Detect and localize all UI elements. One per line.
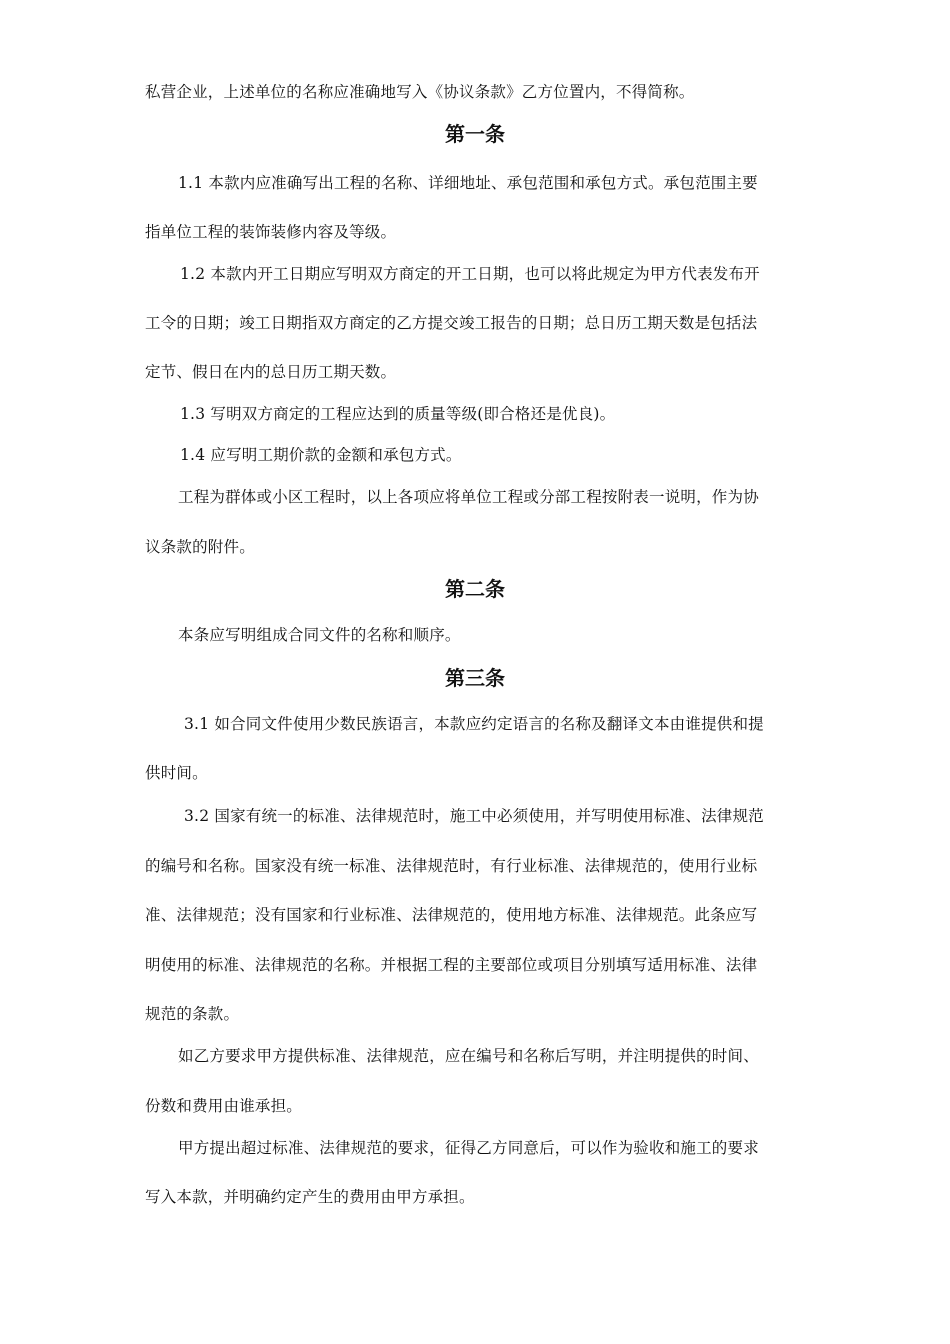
- clause-1-4: 1.4 应写明工期价款的金额和承包方式。: [180, 446, 462, 464]
- clause-3-2-line-5: 规范的条款。: [145, 1005, 240, 1023]
- paragraph-group-line-1: 工程为群体或小区工程时，以上各项应将单位工程或分部工程按附表一说明，作为协: [178, 488, 759, 506]
- clause-3-2-line-4: 明使用的标准、法律规范的名称。并根据工程的主要部位或项目分别填写适用标准、法律: [145, 956, 758, 974]
- article-1-heading: 第一条: [445, 122, 505, 146]
- clause-3-1-line-1: 3.1 如合同文件使用少数民族语言，本款应约定语言的名称及翻译文本由谁提供和提: [184, 715, 764, 733]
- clause-1-2-line-2: 工令的日期；竣工日期指双方商定的乙方提交竣工报告的日期；总日历工期天数是包括法: [145, 314, 758, 332]
- clause-3-2-line-1: 3.2 国家有统一的标准、法律规范时，施工中必须使用，并写明使用标准、法律规范: [184, 807, 764, 825]
- paragraph-b-line-2: 份数和费用由谁承担。: [145, 1097, 303, 1115]
- article-2-paragraph: 本条应写明组成合同文件的名称和顺序。: [178, 626, 461, 644]
- clause-1-3: 1.3 写明双方商定的工程应达到的质量等级(即合格还是优良)。: [180, 405, 616, 423]
- paragraph-c-line-1: 甲方提出超过标准、法律规范的要求，征得乙方同意后，可以作为验收和施工的要求: [178, 1139, 759, 1157]
- paragraph-b-line-1: 如乙方要求甲方提供标准、法律规范，应在编号和名称后写明，并注明提供的时间、: [178, 1047, 759, 1065]
- article-3-heading: 第三条: [445, 666, 505, 690]
- clause-1-1-line-2: 指单位工程的装饰装修内容及等级。: [145, 223, 397, 241]
- clause-3-1-line-2: 供时间。: [145, 764, 208, 782]
- clause-3-2-line-3: 准、法律规范；没有国家和行业标准、法律规范的，使用地方标准、法律规范。此条应写: [145, 906, 758, 924]
- paragraph-group-line-2: 议条款的附件。: [145, 538, 255, 556]
- intro-line: 私营企业，上述单位的名称应准确地写入《协议条款》乙方位置内，不得简称。: [145, 83, 695, 101]
- clause-3-2-line-2: 的编号和名称。国家没有统一标准、法律规范时，有行业标准、法律规范的，使用行业标: [145, 857, 758, 875]
- article-2-heading: 第二条: [445, 577, 505, 601]
- clause-1-2-line-3: 定节、假日在内的总日历工期天数。: [145, 363, 397, 381]
- clause-1-1-line-1: 1.1 本款内应准确写出工程的名称、详细地址、承包范围和承包方式。承包范围主要: [178, 174, 758, 192]
- clause-1-2-line-1: 1.2 本款内开工日期应写明双方商定的开工日期，也可以将此规定为甲方代表发布开: [180, 265, 760, 283]
- paragraph-c-line-2: 写入本款，并明确约定产生的费用由甲方承担。: [145, 1188, 475, 1206]
